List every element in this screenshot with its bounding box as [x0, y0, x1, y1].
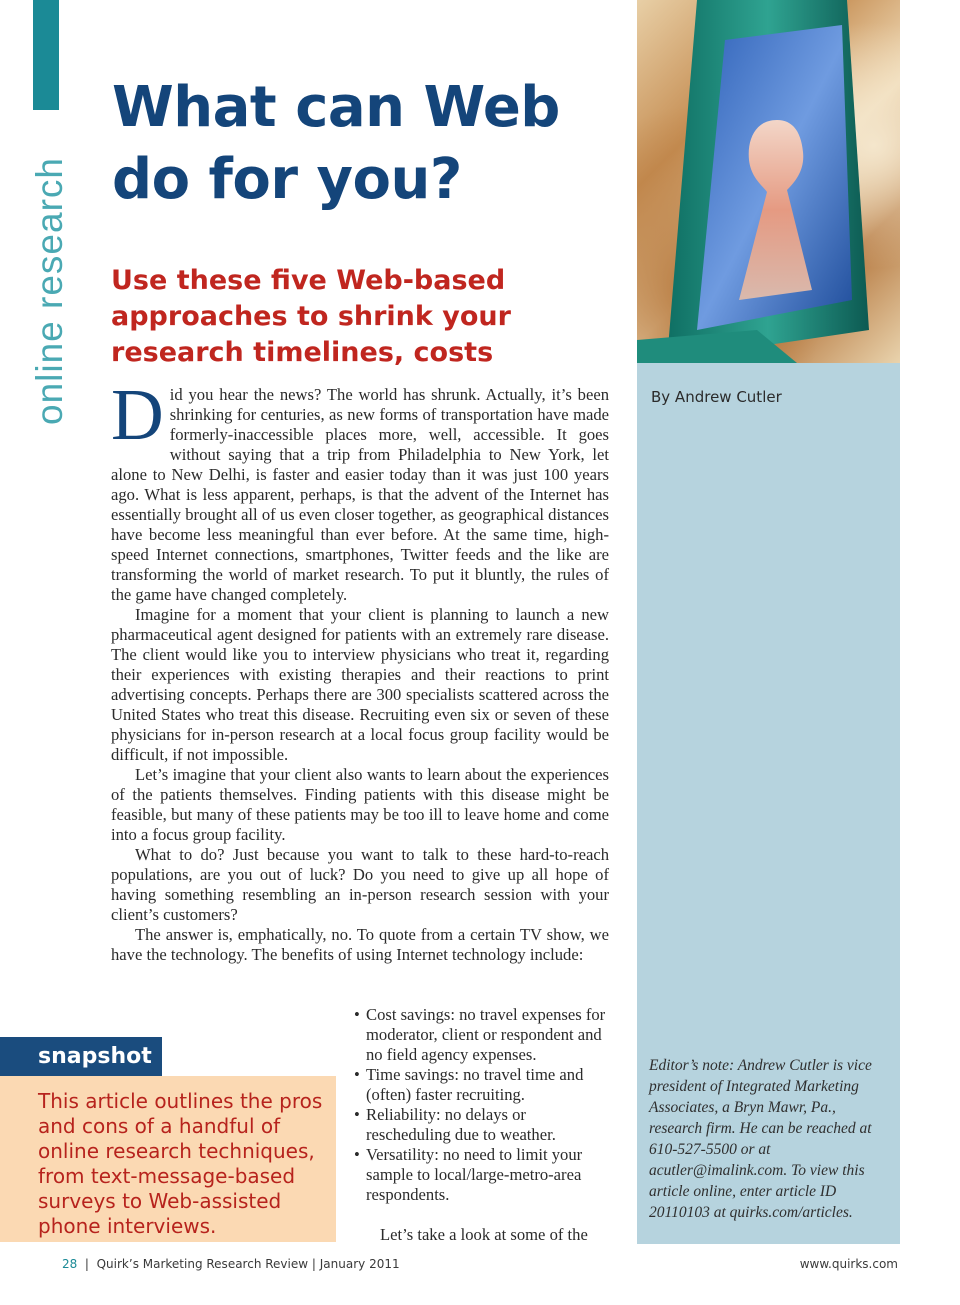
snapshot-box: [0, 1076, 336, 1242]
body-paragraph-5: The answer is, emphatically, no. To quote from a certain TV show, we have the technology. The benefits of using Internet technology include:: [111, 925, 609, 964]
headline: What can Web do for you?: [112, 75, 560, 212]
sidebar: [637, 363, 900, 1244]
body-paragraph-3: Let’s imagine that your client also wants to learn about the experiences of the patients themselves. Finding patients with this disease might be feasible, but many of these patients may be too ill to leave home and come into a focus group facility.: [111, 765, 609, 844]
continuation-text: Let’s take a look at some of the: [380, 1225, 588, 1244]
bullet-icon: •: [354, 1005, 360, 1024]
keyhole-monitor-illustration: [637, 0, 900, 363]
footer-left: [62, 1257, 400, 1271]
subhead: Use these five Web-based approaches to shrink your research timelines, costs: [111, 265, 511, 368]
byline: By Andrew Cutler: [651, 388, 782, 406]
list-item: • Time savings: no travel time and (often) faster recruiting.: [354, 1065, 584, 1104]
drop-cap: D: [111, 374, 164, 455]
list-item: • Cost savings: no travel expenses for moderator, client or respondent and no field agency expenses.: [354, 1005, 606, 1064]
body-paragraph-1: Did you hear the news? The world has shrunk. Actually, it’s been shrinking for centuries, as new forms of transportation have made formerly-inaccessible places more, well, accessible. It goes without saying that a trip from Philadelphia to New York, let alone to New Delhi, is faster and easier today than it was just 100 years ago. What is less apparent, perhaps, is that the advent of the Internet has essentially brought all of us even closer together, as geographical distances have become less meaningful than ever before. At the same time, high-speed Internet connections, smartphones, Twitter feeds and the like are transforming the world of market research. To put it bluntly, the rules of the game have changed completely.: [111, 374, 609, 604]
snapshot-label: snapshot: [0, 1037, 162, 1076]
section-label: online research: [29, 157, 70, 425]
body-paragraph-2: Imagine for a moment that your client is planning to launch a new pharmaceutical agent designed for patients with an extremely rare disease. The client would like you to interview physicians who treat it, regarding their experiences with existing therapies and their reactions to print advertising concepts. Perhaps there are 300 specialists scattered across the United States who treat this disease. Recruiting even six or seven of these physicians for in-person research at a local focus group facility would be difficult, if not impossible.: [111, 605, 609, 764]
footer-separator: |: [311, 1257, 316, 1271]
issue-date: January 2011: [319, 1257, 400, 1271]
body-paragraph-4: What to do? Just because you want to talk to these hard-to-reach populations, are you out of luck? Do you need to give up all hope of having something resembling an in-person research session with your client’s customers?: [111, 845, 609, 924]
hero-illustration: [637, 0, 900, 363]
list-item: • Reliability: no delays or rescheduling due to weather.: [354, 1105, 556, 1144]
bullet-icon: •: [354, 1105, 360, 1124]
bullet-icon: •: [354, 1145, 360, 1164]
section-accent-bar: [33, 0, 59, 110]
article-body: [111, 374, 609, 965]
editor-note: Editor’s note: Andrew Cutler is vice president of Integrated Marketing Associates, a Bryn Mawr, Pa., research firm. He can be reached at 610-527-5500 or at acutler@imalink.com. To view this article online, enter article ID 20110103 at quirks.com/articles.: [649, 1057, 872, 1221]
snapshot-text: This article outlines the pros and cons of a handful of online research techniques, from text-message-based surveys to Web-assisted phone interviews.: [38, 1089, 323, 1238]
footer-website: www.quirks.com: [799, 1257, 898, 1271]
bullet-icon: •: [354, 1065, 360, 1084]
list-item: • Versatility: no need to limit your sample to local/large-metro-area respondents.: [354, 1145, 583, 1204]
publication-name: Quirk’s Marketing Research Review: [96, 1257, 309, 1271]
page-number: 28: [62, 1257, 78, 1271]
benefits-list: [354, 1005, 610, 1205]
footer-separator: |: [84, 1257, 89, 1271]
